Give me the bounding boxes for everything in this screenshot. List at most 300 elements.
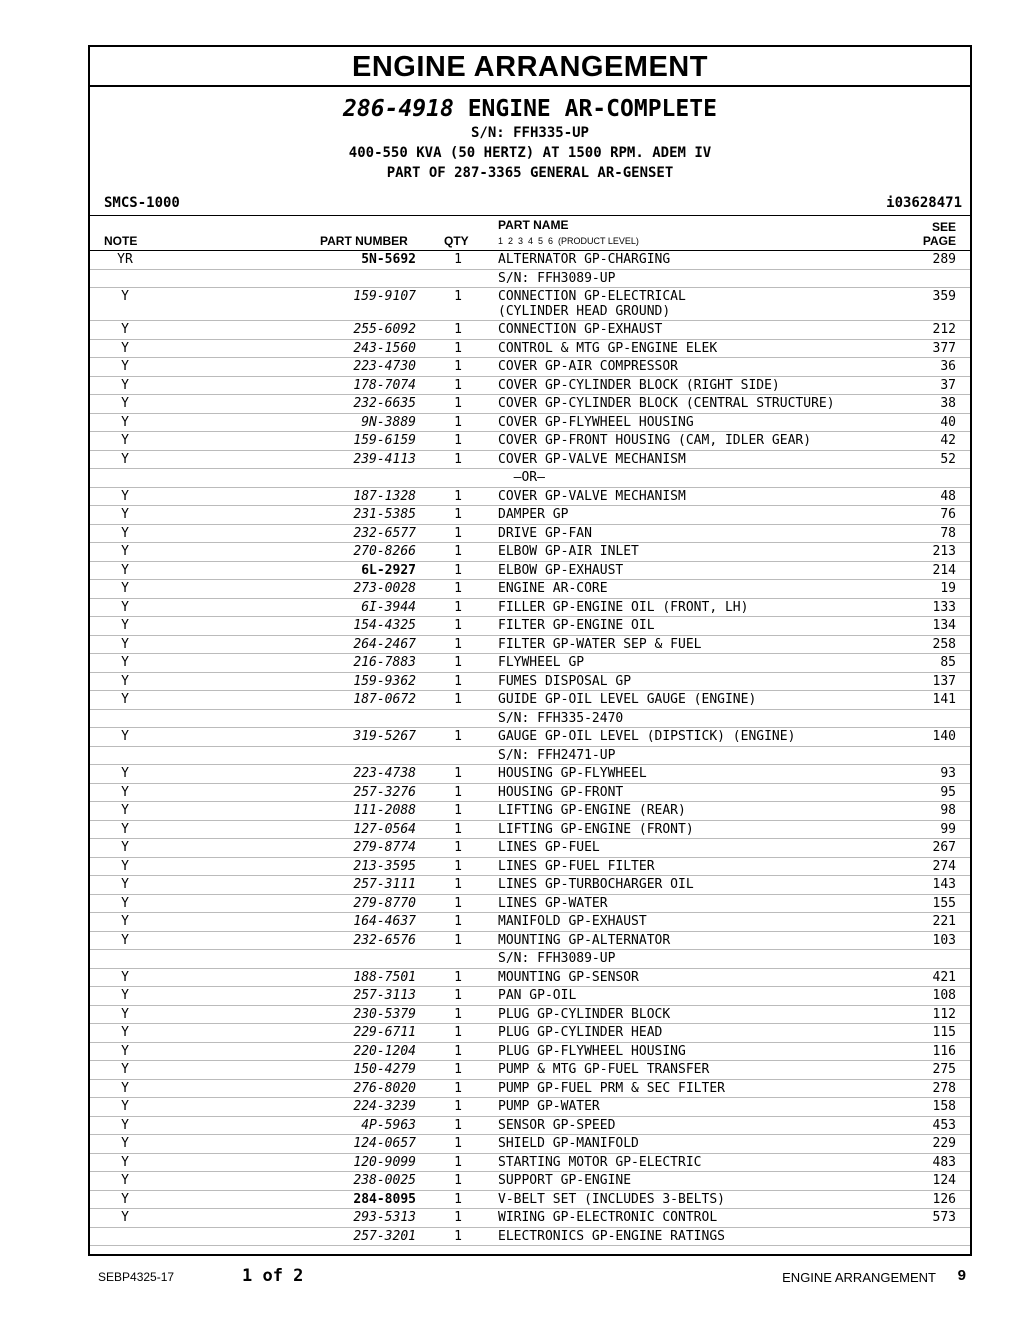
table-row <box>90 1228 970 1247</box>
row-see-page: 573 <box>932 1210 956 1225</box>
row-qty: 1 <box>454 377 462 393</box>
row-part-number: 224-3239 <box>353 1099 416 1114</box>
row-note: Y <box>121 488 129 504</box>
row-qty: 1 <box>454 673 462 689</box>
row-see-page: 453 <box>932 1117 956 1133</box>
row-qty: 1 <box>454 988 462 1003</box>
row-part-name: DAMPER GP <box>498 507 569 522</box>
row-see-page: 85 <box>940 655 956 670</box>
smcs-bar <box>90 191 970 215</box>
row-part-number: 4P-5963 <box>361 1117 416 1133</box>
row-note: Y <box>121 673 129 689</box>
row-note: Y <box>121 877 129 892</box>
row-part-number: 178-7074 <box>353 377 416 393</box>
parts-table-body <box>90 251 970 1246</box>
row-qty: 1 <box>454 1006 462 1022</box>
row-qty: 1 <box>454 252 462 267</box>
row-qty: 1 <box>454 1154 462 1170</box>
row-note: Y <box>121 525 129 541</box>
row-part-number: 216-7883 <box>353 655 416 670</box>
col-see: SEE <box>931 220 956 234</box>
row-see-page: 213 <box>932 544 956 559</box>
row-qty: 1 <box>454 562 462 578</box>
row-note: Y <box>121 451 129 467</box>
row-note: Y <box>121 1117 129 1133</box>
row-part-number: 230-5379 <box>353 1006 416 1022</box>
row-qty: 1 <box>454 488 462 504</box>
table-row <box>90 1154 970 1173</box>
row-part-name: ELBOW GP-EXHAUST <box>498 562 624 578</box>
row-note: Y <box>121 692 129 707</box>
row-part-name: WIRING GP-ELECTRONIC CONTROL <box>498 1210 718 1225</box>
table-row <box>90 913 970 932</box>
row-part-name: LINES GP-FUEL <box>498 840 600 855</box>
row-see-page: 421 <box>932 969 956 985</box>
row-part-number: 293-5313 <box>353 1210 416 1225</box>
table-row <box>90 895 970 914</box>
table-row <box>90 1209 970 1228</box>
row-qty: 1 <box>454 507 462 522</box>
row-see-page: 267 <box>932 840 956 855</box>
row-part-number: 159-9107 <box>353 289 416 304</box>
row-part-name: LINES GP-WATER <box>498 895 608 911</box>
row-qty: 1 <box>454 322 462 337</box>
row-part-name: GAUGE GP-OIL LEVEL (DIPSTICK) (ENGINE) <box>498 729 796 744</box>
row-see-page: 95 <box>940 784 956 800</box>
row-part-name: MOUNTING GP-ALTERNATOR <box>498 932 671 948</box>
table-row <box>90 488 970 507</box>
document-id: SEBP4325-17 <box>98 1270 175 1284</box>
row-part-name: PUMP GP-FUEL PRM & SEC FILTER <box>498 1080 725 1096</box>
row-qty: 1 <box>454 1228 462 1244</box>
row-note: Y <box>121 1154 129 1170</box>
col-part-number: PART NUMBER <box>320 234 408 248</box>
row-note: Y <box>121 636 129 652</box>
row-part-name: COVER GP-CYLINDER BLOCK (RIGHT SIDE) <box>498 377 780 393</box>
table-row <box>90 321 970 340</box>
row-part-name: CONTROL & MTG GP-ENGINE ELEK <box>498 340 718 356</box>
row-part-number: 264-2467 <box>353 636 416 652</box>
row-qty: 1 <box>454 969 462 985</box>
row-qty: 1 <box>454 895 462 911</box>
row-qty: 1 <box>454 914 462 929</box>
table-row <box>90 1098 970 1117</box>
row-part-name: PUMP & MTG GP-FUEL TRANSFER <box>498 1062 710 1077</box>
row-part-number: 270-8266 <box>353 544 416 559</box>
table-row <box>90 599 970 618</box>
row-qty: 1 <box>454 396 462 411</box>
row-note: Y <box>121 359 129 374</box>
row-part-name: MANIFOLD GP-EXHAUST <box>498 914 647 929</box>
row-part-name: PUMP GP-WATER <box>498 1099 600 1114</box>
row-see-page: 36 <box>940 359 956 374</box>
row-part-number: 127-0564 <box>353 821 416 837</box>
parts-list-frame <box>88 45 972 1256</box>
table-row <box>90 395 970 414</box>
table-row <box>90 636 970 655</box>
row-see-page: 93 <box>940 766 956 781</box>
row-qty: 1 <box>454 525 462 541</box>
row-see-page: 158 <box>932 1099 956 1114</box>
heading-line-parent: PART OF 287-3365 GENERAL AR-GENSET <box>386 165 674 181</box>
row-part-name: COVER GP-VALVE MECHANISM <box>498 488 686 504</box>
row-part-number: 229-6711 <box>353 1025 416 1040</box>
row-part-name: ENGINE AR-CORE <box>498 581 608 596</box>
row-qty: 1 <box>454 581 462 596</box>
row-note: Y <box>121 858 129 874</box>
table-row <box>90 1043 970 1062</box>
row-part-name: COVER GP-CYLINDER BLOCK (CENTRAL STRUCTURE) <box>498 396 835 411</box>
section-title: ENGINE ARRANGEMENT <box>90 47 970 87</box>
row-part-number: 223-4730 <box>353 359 416 374</box>
illustration-id: i03628471 <box>886 195 962 211</box>
row-note: Y <box>121 414 129 430</box>
table-row <box>90 251 970 270</box>
row-qty: 1 <box>454 1210 462 1225</box>
table-row <box>90 617 970 636</box>
table-row <box>90 1191 970 1210</box>
heading-line-rating: 400-550 KVA (50 HERTZ) AT 1500 RPM. ADEM IV <box>348 145 712 161</box>
row-qty: 1 <box>454 840 462 855</box>
row-see-page: 112 <box>932 1006 956 1022</box>
row-part-number: 6I-3944 <box>361 599 416 615</box>
row-note: Y <box>121 377 129 393</box>
row-note: Y <box>121 895 129 911</box>
assembly-name: ENGINE AR-COMPLETE <box>467 96 717 122</box>
row-part-name: COVER GP-AIR COMPRESSOR <box>498 359 679 374</box>
row-note: Y <box>121 914 129 929</box>
row-part-number: 232-6635 <box>353 396 416 411</box>
row-see-page: 289 <box>932 252 956 267</box>
row-part-name: SHIELD GP-MANIFOLD <box>498 1136 639 1151</box>
table-row <box>90 839 970 858</box>
row-part-name: DRIVE GP-FAN <box>498 525 592 541</box>
table-row <box>90 525 970 544</box>
row-see-page: 99 <box>940 821 956 837</box>
row-qty: 1 <box>454 729 462 744</box>
row-part-name: FLYWHEEL GP <box>498 655 585 670</box>
row-note: Y <box>121 1173 129 1188</box>
row-see-page: 103 <box>932 932 956 948</box>
table-row <box>90 1006 970 1025</box>
row-see-page: 126 <box>932 1191 956 1207</box>
row-part-name: LIFTING GP-ENGINE (FRONT) <box>498 821 694 837</box>
row-qty: 1 <box>454 414 462 430</box>
table-row <box>90 288 970 321</box>
row-note: Y <box>121 655 129 670</box>
row-see-page: 221 <box>932 914 956 929</box>
table-row <box>90 821 970 840</box>
row-note: Y <box>121 1191 129 1207</box>
page-count: 1 of 2 <box>242 1266 304 1286</box>
row-note: Y <box>121 562 129 578</box>
table-row <box>90 950 970 969</box>
footer-section: ENGINE ARRANGEMENT <box>782 1270 936 1285</box>
row-see-page: 37 <box>940 377 956 393</box>
row-qty: 1 <box>454 1025 462 1040</box>
col-qty: QTY <box>444 234 469 248</box>
row-qty: 1 <box>454 1173 462 1188</box>
row-part-name: —OR— <box>498 470 545 485</box>
row-part-number: 257-3276 <box>353 784 416 800</box>
row-part-name: COVER GP-FRONT HOUSING (CAM, IDLER GEAR) <box>498 433 812 448</box>
row-qty: 1 <box>454 618 462 633</box>
table-row <box>90 414 970 433</box>
row-qty: 1 <box>454 766 462 781</box>
row-part-name: COVER GP-FLYWHEEL HOUSING <box>498 414 694 430</box>
table-row <box>90 270 970 289</box>
row-note: Y <box>121 599 129 615</box>
row-qty: 1 <box>454 1080 462 1096</box>
table-row <box>90 1172 970 1191</box>
table-row <box>90 1117 970 1136</box>
row-note: Y <box>121 803 129 818</box>
row-qty: 1 <box>454 599 462 615</box>
row-note: Y <box>121 1025 129 1040</box>
row-note: Y <box>121 396 129 411</box>
row-part-name: FILLER GP-ENGINE OIL (FRONT, LH) <box>498 599 749 615</box>
row-part-name: FUMES DISPOSAL GP <box>498 673 632 689</box>
table-row <box>90 1135 970 1154</box>
row-part-number: 154-4325 <box>353 618 416 633</box>
row-part-name: HOUSING GP-FRONT <box>498 784 624 800</box>
row-see-page: 143 <box>932 877 956 892</box>
row-part-number: 279-8774 <box>353 840 416 855</box>
smcs-code: SMCS-1000 <box>104 195 180 211</box>
row-qty: 1 <box>454 1117 462 1133</box>
row-part-number: 284-8095 <box>353 1191 416 1207</box>
row-part-number: 150-4279 <box>353 1062 416 1077</box>
row-see-page: 140 <box>932 729 956 744</box>
row-part-name: CONNECTION GP-EXHAUST <box>498 322 663 337</box>
row-see-page: 377 <box>932 340 956 356</box>
row-qty: 1 <box>454 340 462 356</box>
row-part-name: S/N: FFH3089-UP <box>498 951 616 966</box>
row-see-page: 212 <box>932 322 956 337</box>
row-qty: 1 <box>454 1136 462 1151</box>
row-see-page: 141 <box>932 692 956 707</box>
row-see-page: 115 <box>932 1025 956 1040</box>
assembly-heading <box>90 95 970 123</box>
row-part-name: ELECTRONICS GP-ENGINE RATINGS <box>498 1228 725 1244</box>
row-qty: 1 <box>454 433 462 448</box>
row-see-page: 278 <box>932 1080 956 1096</box>
row-note: Y <box>121 1210 129 1225</box>
row-part-number: 213-3595 <box>353 858 416 874</box>
row-note: Y <box>121 1043 129 1059</box>
row-qty: 1 <box>454 858 462 874</box>
row-see-page: 133 <box>932 599 956 615</box>
row-part-name: HOUSING GP-FLYWHEEL <box>498 766 647 781</box>
row-part-name: S/N: FFH2471-UP <box>498 747 616 763</box>
row-part-number: 159-9362 <box>353 673 416 689</box>
col-part-name: PART NAME <box>498 218 569 232</box>
row-part-number: 5N-5692 <box>361 252 416 267</box>
row-qty: 1 <box>454 784 462 800</box>
row-see-page: 124 <box>932 1173 956 1188</box>
table-row <box>90 358 970 377</box>
row-part-number: 232-6577 <box>353 525 416 541</box>
row-part-name: S/N: FFH335-2470 <box>498 710 624 726</box>
table-row <box>90 969 970 988</box>
row-qty: 1 <box>454 359 462 374</box>
table-row <box>90 1080 970 1099</box>
row-see-page: 258 <box>932 636 956 652</box>
row-see-page: 137 <box>932 673 956 689</box>
table-row <box>90 580 970 599</box>
row-note: Y <box>121 1080 129 1096</box>
row-see-page: 52 <box>940 451 956 467</box>
row-part-number: 120-9099 <box>353 1154 416 1170</box>
row-see-page: 214 <box>932 562 956 578</box>
table-row <box>90 340 970 359</box>
row-part-name: LIFTING GP-ENGINE (REAR) <box>498 803 686 818</box>
row-qty: 1 <box>454 1062 462 1077</box>
row-part-number: 319-5267 <box>353 729 416 744</box>
table-row <box>90 784 970 803</box>
row-qty: 1 <box>454 1043 462 1059</box>
row-part-name: PLUG GP-FLYWHEEL HOUSING <box>498 1043 686 1059</box>
table-row <box>90 858 970 877</box>
row-part-number: 232-6576 <box>353 932 416 948</box>
table-row <box>90 1061 970 1080</box>
row-see-page: 98 <box>940 803 956 818</box>
row-part-number: 220-1204 <box>353 1043 416 1059</box>
row-part-name: CONNECTION GP-ELECTRICAL (CYLINDER HEAD GROUND) <box>498 289 686 319</box>
row-part-name: STARTING MOTOR GP-ELECTRIC <box>498 1154 702 1170</box>
table-row <box>90 377 970 396</box>
row-note: Y <box>121 729 129 744</box>
row-qty: 1 <box>454 289 462 304</box>
row-see-page: 274 <box>932 858 956 874</box>
row-note: Y <box>121 784 129 800</box>
row-qty: 1 <box>454 877 462 892</box>
table-row <box>90 765 970 784</box>
table-row <box>90 802 970 821</box>
row-part-name: FILTER GP-WATER SEP & FUEL <box>498 636 702 652</box>
row-part-number: 9N-3889 <box>361 414 416 430</box>
row-see-page: 48 <box>940 488 956 504</box>
row-part-number: 257-3201 <box>353 1228 416 1244</box>
row-note: Y <box>121 969 129 985</box>
row-see-page: 116 <box>932 1043 956 1059</box>
row-part-number: 111-2088 <box>353 803 416 818</box>
row-part-name: LINES GP-TURBOCHARGER OIL <box>498 877 694 892</box>
row-part-number: 187-0672 <box>353 692 416 707</box>
table-row <box>90 1024 970 1043</box>
row-qty: 1 <box>454 636 462 652</box>
row-see-page: 483 <box>932 1154 956 1170</box>
row-part-number: 164-4637 <box>353 914 416 929</box>
row-see-page: 19 <box>940 581 956 596</box>
row-note: Y <box>121 766 129 781</box>
row-part-number: 279-8770 <box>353 895 416 911</box>
row-part-name: ALTERNATOR GP-CHARGING <box>498 252 671 267</box>
row-see-page: 76 <box>940 507 956 522</box>
row-part-name: V-BELT SET (INCLUDES 3-BELTS) <box>498 1191 725 1207</box>
row-part-number: 276-8020 <box>353 1080 416 1096</box>
row-note: Y <box>121 840 129 855</box>
row-part-name: SENSOR GP-SPEED <box>498 1117 616 1133</box>
row-note: Y <box>121 1062 129 1077</box>
table-row <box>90 932 970 951</box>
row-note: Y <box>121 1006 129 1022</box>
row-part-number: 159-6159 <box>353 433 416 448</box>
row-see-page: 155 <box>932 895 956 911</box>
row-qty: 1 <box>454 544 462 559</box>
table-row <box>90 562 970 581</box>
row-part-name: PAN GP-OIL <box>498 988 577 1003</box>
row-part-number: 124-0657 <box>353 1136 416 1151</box>
row-see-page: 108 <box>932 988 956 1003</box>
row-part-number: 239-4113 <box>353 451 416 467</box>
table-row <box>90 506 970 525</box>
table-row <box>90 469 970 488</box>
table-row <box>90 654 970 673</box>
row-part-number: 223-4738 <box>353 766 416 781</box>
col-page: PAGE <box>922 234 956 248</box>
table-row <box>90 728 970 747</box>
row-part-name: ELBOW GP-AIR INLET <box>498 544 639 559</box>
row-part-name: LINES GP-FUEL FILTER <box>498 858 655 874</box>
heading-line-serial: S/N: FFH335-UP <box>470 125 589 141</box>
row-note: Y <box>121 322 129 337</box>
page-number: 9 <box>957 1267 966 1284</box>
row-part-name: PLUG GP-CYLINDER BLOCK <box>498 1006 671 1022</box>
row-part-number: 188-7501 <box>353 969 416 985</box>
row-part-number: 257-3113 <box>353 988 416 1003</box>
page-footer <box>0 1266 1020 1286</box>
table-row <box>90 673 970 692</box>
table-row <box>90 543 970 562</box>
row-see-page: 134 <box>932 618 956 633</box>
row-part-name: PLUG GP-CYLINDER HEAD <box>498 1025 663 1040</box>
row-see-page: 275 <box>932 1062 956 1077</box>
row-note: Y <box>121 289 129 304</box>
row-see-page: 42 <box>940 433 956 448</box>
row-note: Y <box>121 507 129 522</box>
row-note: Y <box>121 1136 129 1151</box>
row-part-name: COVER GP-VALVE MECHANISM <box>498 451 686 467</box>
table-header <box>90 215 970 251</box>
assembly-part-number: 286-4918 <box>343 96 454 122</box>
row-part-name: GUIDE GP-OIL LEVEL GAUGE (ENGINE) <box>498 692 757 707</box>
table-row <box>90 876 970 895</box>
row-part-number: 6L-2927 <box>361 562 416 578</box>
row-part-number: 255-6092 <box>353 322 416 337</box>
row-part-name: SUPPORT GP-ENGINE <box>498 1173 632 1188</box>
row-see-page: 78 <box>940 525 956 541</box>
row-note: Y <box>121 988 129 1003</box>
row-see-page: 40 <box>940 414 956 430</box>
row-qty: 1 <box>454 1099 462 1114</box>
row-qty: 1 <box>454 932 462 948</box>
row-qty: 1 <box>454 655 462 670</box>
row-part-number: 238-0025 <box>353 1173 416 1188</box>
row-note: Y <box>121 821 129 837</box>
row-note: Y <box>121 932 129 948</box>
row-part-number: 243-1560 <box>353 340 416 356</box>
row-see-page: 359 <box>932 289 956 304</box>
row-qty: 1 <box>454 803 462 818</box>
row-note: Y <box>121 581 129 596</box>
row-note: Y <box>121 544 129 559</box>
row-see-page: 229 <box>932 1136 956 1151</box>
row-qty: 1 <box>454 692 462 707</box>
row-qty: 1 <box>454 821 462 837</box>
table-row <box>90 710 970 729</box>
row-see-page: 38 <box>940 396 956 411</box>
